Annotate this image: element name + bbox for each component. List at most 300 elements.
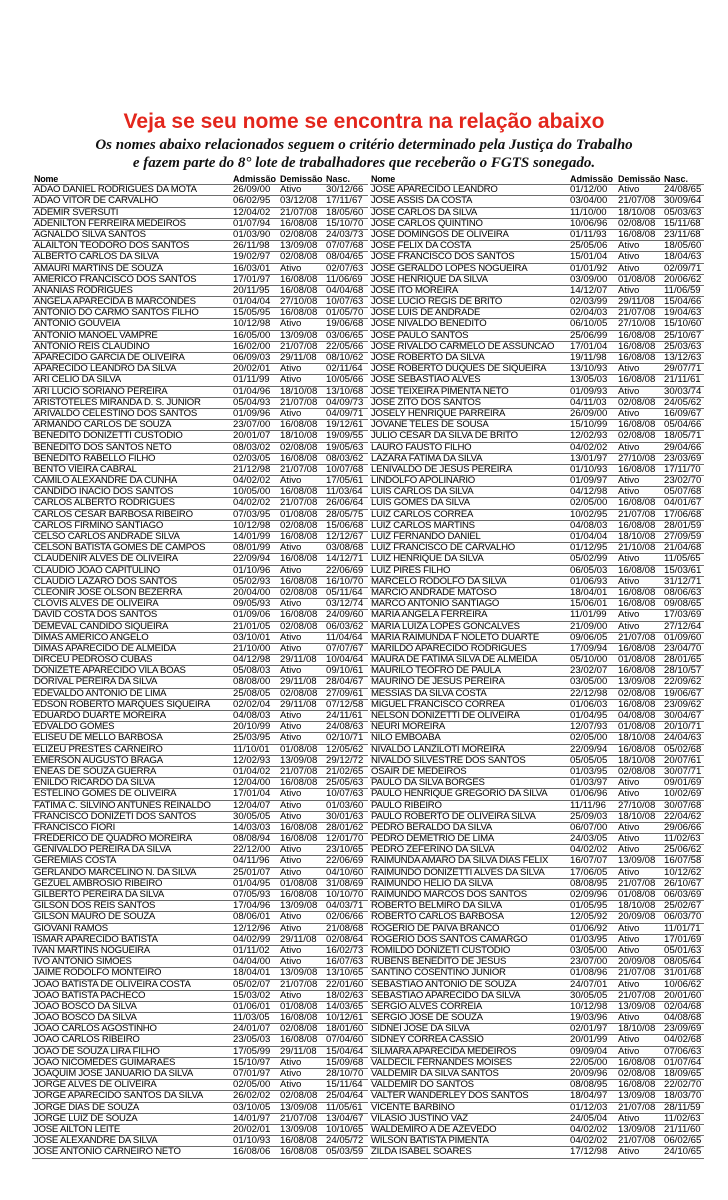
worker-name: SERGIO JOSE DE SOUZA	[371, 1013, 483, 1024]
table-row	[370, 622, 704, 633]
table-row	[32, 689, 368, 700]
worker-name: SILMARA APARECIDA MEDEIROS	[371, 1046, 517, 1057]
table-row	[32, 375, 368, 386]
worker-name: FRANCISCO FIORI	[34, 822, 115, 833]
nasc-date: 08/05/64	[664, 957, 702, 968]
admissao-date: 02/04/03	[570, 308, 608, 319]
admissao-date: 05/05/05	[570, 755, 608, 766]
table-row	[32, 1058, 368, 1069]
table-row	[32, 733, 368, 744]
worker-name: NIVALDO LANZILOTI MOREIRA	[371, 744, 505, 755]
table-row	[370, 666, 704, 677]
demissao-date: Ativo	[618, 364, 640, 375]
worker-name: APARECIDO GARCIA DE OLIVEIRA	[34, 353, 185, 363]
demissao-date: 29/11/08	[280, 699, 317, 710]
table-row	[32, 812, 368, 823]
worker-name: GENIVALDO PEREIRA DA SILVA	[34, 845, 171, 856]
table-row	[32, 1103, 368, 1114]
table-row	[32, 711, 368, 722]
worker-name: JOAQUIM JOSE JANUARIO DA SILVA	[34, 1069, 194, 1079]
table-row	[32, 230, 368, 241]
worker-name: JOSELY HENRIQUE PARREIRA	[371, 408, 506, 419]
demissao-date: 16/08/08	[618, 229, 656, 240]
nasc-date: 04/03/71	[326, 901, 364, 912]
demissao-date: 13/09/08	[618, 677, 656, 688]
table-row	[370, 577, 704, 588]
worker-name: AMERICO FRANCISCO DOS SANTOS	[34, 274, 197, 285]
worker-name: BENEDITO DONIZETTI CUSTODIO	[34, 431, 183, 442]
worker-name: JOSE RIVALDO CARMELO DE ASSUNCAO	[371, 341, 555, 352]
admissao-date: 08/08/94	[233, 834, 271, 845]
nasc-date: 04/04/68	[326, 285, 364, 296]
admissao-date: 11/03/05	[233, 1013, 270, 1024]
worker-name: JOSE ROBERTO DUQUES DE SIQUEIRA	[371, 364, 547, 375]
admissao-date: 25/06/99	[570, 330, 608, 341]
table-row	[32, 834, 368, 845]
nasc-date: 19/06/68	[326, 319, 364, 330]
demissao-date: 21/07/08	[618, 509, 656, 520]
table-row	[370, 420, 704, 431]
demissao-date: 27/10/08	[618, 800, 656, 811]
admissao-date: 06/10/05	[570, 319, 608, 330]
nasc-date: 02/09/71	[664, 263, 702, 274]
demissao-date: Ativo	[618, 610, 640, 621]
worker-name: NIVALDO SILVESTRE DOS SANTOS	[371, 755, 526, 766]
admissao-date: 02/05/00	[570, 498, 608, 509]
admissao-date: 01/09/93	[570, 386, 608, 397]
worker-name: ARI CELIO DA SILVA	[34, 375, 121, 386]
table-row	[32, 1069, 368, 1080]
demissao-date: 16/08/08	[618, 330, 656, 341]
worker-name: JOAO BOSCO DA SILVA	[34, 1013, 137, 1024]
demissao-date: 01/08/08	[280, 509, 318, 520]
demissao-date: Ativo	[280, 476, 302, 487]
admissao-date: 22/12/98	[570, 688, 608, 699]
table-row	[370, 756, 704, 767]
table-row	[370, 610, 704, 621]
admissao-date: 08/08/95	[570, 1080, 608, 1091]
nasc-date: 11/06/59	[664, 285, 701, 296]
nasc-date: 05/04/66	[664, 420, 702, 431]
worker-name: PAULO RIBEIRO	[371, 800, 442, 811]
admissao-date: 10/02/95	[570, 509, 608, 520]
demissao-date: 21/07/08	[280, 464, 318, 475]
table-row	[32, 991, 368, 1002]
table-row	[370, 733, 704, 744]
nasc-date: 07/06/63	[664, 1046, 702, 1057]
nasc-date: 07/07/68	[326, 241, 364, 252]
demissao-date: Ativo	[280, 364, 302, 375]
table-row	[32, 655, 368, 666]
demissao-date: 01/08/08	[280, 878, 318, 889]
nasc-date: 15/10/70	[326, 218, 364, 229]
demissao-date: 16/08/08	[280, 1147, 318, 1158]
demissao-date: Ativo	[618, 1113, 640, 1124]
demissao-date: 02/08/08	[280, 442, 318, 453]
demissao-date: Ativo	[280, 319, 302, 330]
table-row	[370, 331, 704, 342]
demissao-date: 16/08/08	[280, 285, 318, 296]
table-row	[32, 185, 368, 196]
admissao-date: 22/12/00	[233, 845, 271, 856]
worker-name: FATIMA C. SILVINO ANTUNES REINALDO	[34, 800, 211, 811]
nasc-date: 23/04/70	[664, 643, 702, 654]
admissao-date: 01/03/90	[233, 229, 271, 240]
table-row	[370, 1002, 704, 1013]
admissao-date: 22/09/94	[233, 554, 271, 565]
admissao-date: 01/06/96	[570, 789, 608, 800]
admissao-date: 02/05/00	[233, 1080, 271, 1091]
admissao-date: 02/05/00	[570, 733, 608, 744]
admissao-date: 13/01/97	[570, 453, 608, 464]
header-demissao: Demissão	[280, 174, 323, 184]
nasc-date: 24/05/62	[664, 397, 702, 408]
table-row	[370, 498, 704, 509]
admissao-date: 03/10/01	[233, 632, 271, 643]
demissao-date: Ativo	[618, 285, 640, 296]
table-row	[370, 689, 704, 700]
nasc-date: 24/11/61	[326, 711, 363, 721]
demissao-date: 21/10/08	[618, 543, 656, 554]
table-row	[370, 319, 704, 330]
admissao-date: 10/12/98	[233, 520, 271, 531]
table-row	[370, 308, 704, 319]
admissao-date: 09/06/05	[570, 632, 608, 643]
worker-name: LUIZ CARLOS CORREA	[371, 509, 474, 520]
admissao-date: 20/11/95	[233, 285, 270, 296]
demissao-date: Ativo	[618, 487, 640, 498]
demissao-date: 16/08/08	[280, 218, 318, 229]
worker-name: ELIZEU PRESTES CARNEIRO	[34, 744, 163, 755]
admissao-date: 08/08/00	[233, 677, 271, 688]
table-row	[32, 342, 368, 353]
nasc-date: 22/02/70	[664, 1080, 702, 1091]
table-row	[370, 1103, 704, 1114]
nasc-date: 01/03/60	[326, 800, 364, 811]
nasc-date: 02/04/68	[664, 1001, 702, 1012]
nasc-date: 24/05/72	[326, 1136, 364, 1147]
nasc-date: 10/06/62	[664, 979, 702, 990]
demissao-date: 18/10/08	[280, 386, 318, 397]
nasc-date: 22/06/69	[326, 856, 364, 867]
nasc-date: 13/12/63	[664, 353, 702, 363]
worker-name: ADEMIR SVERSUTI	[34, 207, 119, 218]
admissao-date: 09/09/04	[570, 1046, 608, 1057]
table-row	[370, 1114, 704, 1125]
admissao-date: 04/08/03	[233, 711, 271, 721]
nasc-date: 25/05/63	[326, 778, 364, 789]
demissao-date: Ativo	[618, 1046, 640, 1057]
demissao-date: 16/08/08	[280, 453, 318, 464]
admissao-date: 01/03/97	[570, 778, 608, 789]
nasc-date: 06/03/70	[664, 912, 702, 923]
worker-name: ARISTOTELES MIRANDA D. S. JUNIOR	[34, 397, 201, 408]
worker-name: IVAN MARTINS NOGUEIRA	[34, 945, 150, 956]
table-row	[32, 1035, 368, 1046]
nasc-date: 28/01/59	[664, 520, 702, 531]
demissao-date: 21/07/08	[280, 207, 318, 218]
nasc-date: 15/06/68	[326, 520, 364, 531]
worker-name: VALDECIL FERNANDES MOISES	[371, 1057, 512, 1068]
admissao-date: 21/12/98	[233, 464, 271, 475]
nasc-date: 29/04/66	[664, 442, 702, 453]
admissao-date: 20/10/99	[233, 722, 271, 733]
admissao-date: 01/12/00	[570, 185, 608, 196]
header-name: Nome	[371, 174, 396, 184]
worker-name: ADAO DANIEL RODRIGUES DA MOTA	[34, 185, 197, 196]
worker-name: PEDRO DEMETRIO DE LIMA	[371, 834, 494, 845]
nasc-date: 25/03/63	[664, 341, 702, 352]
table-header	[32, 174, 368, 185]
nasc-date: 25/10/67	[664, 330, 702, 341]
demissao-date: Ativo	[618, 386, 640, 397]
nasc-date: 06/03/69	[664, 890, 702, 900]
table-row	[370, 219, 704, 230]
worker-name: MAURINO DE JESUS PEREIRA	[371, 677, 505, 688]
table-row	[32, 521, 368, 532]
demissao-date: Ativo	[280, 867, 302, 878]
worker-name: BENEDITO DOS SANTOS NETO	[34, 442, 172, 453]
table-row	[370, 1024, 704, 1035]
admissao-date: 18/04/01	[233, 968, 271, 979]
nasc-date: 24/10/65	[664, 1147, 702, 1158]
admissao-date: 17/09/94	[570, 643, 608, 654]
nasc-date: 08/03/62	[326, 453, 364, 464]
table-row	[32, 957, 368, 968]
worker-name: DIMAS AMERICO ANGELO	[34, 632, 149, 643]
worker-name: NILO EMBOABA	[371, 733, 441, 744]
worker-name: JOAO CARLOS RIBEIRO	[34, 1035, 140, 1046]
demissao-date: 01/08/08	[618, 274, 656, 285]
admissao-date: 14/01/97	[233, 1113, 271, 1124]
admissao-date: 01/04/95	[233, 878, 271, 889]
worker-name: JOVANE TELES DE SOUSA	[371, 420, 489, 431]
worker-name: CLAUDIO LAZARO DOS SANTOS	[34, 576, 177, 587]
demissao-date: Ativo	[280, 543, 302, 554]
admissao-date: 04/02/99	[233, 934, 271, 945]
admissao-date: 26/02/02	[233, 1091, 271, 1102]
nasc-date: 15/11/64	[326, 1080, 363, 1091]
worker-name: EDEVALDO ANTONIO DE LIMA	[34, 688, 167, 699]
demissao-date: Ativo	[280, 408, 302, 419]
worker-name: JOAO BATISTA PACHECO	[34, 990, 146, 1001]
nasc-date: 21/11/61	[664, 375, 701, 386]
worker-name: ARI LUCIO SORIANO PEREIRA	[34, 386, 168, 397]
nasc-date: 05/02/68	[664, 744, 702, 755]
nasc-date: 10/10/70	[326, 890, 364, 900]
nasc-date: 05/03/63	[664, 207, 702, 218]
table-row	[32, 543, 368, 554]
worker-name: CAMILO ALEXANDRE DA CUNHA	[34, 476, 178, 487]
demissao-date: Ativo	[618, 945, 640, 956]
nasc-date: 26/10/67	[664, 878, 702, 889]
demissao-date: 16/08/08	[280, 778, 318, 789]
worker-name: MARIA RAIMUNDA F NOLETO DUARTE	[371, 632, 540, 643]
table-row	[32, 566, 368, 577]
nasc-date: 07/12/58	[326, 699, 364, 710]
worker-name: JORGE APARECIDO SANTOS DA SILVA	[34, 1091, 204, 1102]
admissao-date: 21/09/00	[570, 621, 608, 632]
admissao-date: 04/04/00	[233, 957, 271, 968]
worker-name: MAURILO TEOFRO DE PAULA	[371, 666, 501, 677]
table-row	[370, 588, 704, 599]
demissao-date: 02/08/08	[618, 688, 656, 699]
demissao-date: Ativo	[280, 990, 302, 1001]
admissao-date: 12/07/93	[570, 722, 608, 733]
nasc-date: 16/07/63	[326, 957, 364, 968]
admissao-date: 01/10/93	[570, 464, 608, 475]
worker-name: BENTO VIEIRA CABRAL	[34, 464, 137, 475]
table-row	[370, 208, 704, 219]
worker-name: JOAO BATISTA DE OLIVEIRA COSTA	[34, 979, 191, 990]
demissao-date: 13/09/08	[280, 1102, 318, 1113]
nasc-date: 22/04/62	[664, 811, 702, 822]
admissao-date: 20/01/07	[233, 431, 271, 442]
demissao-date: 16/08/08	[618, 375, 656, 386]
worker-name: GILSON MAURO DE SOUZA	[34, 912, 156, 923]
admissao-date: 06/09/03	[233, 353, 271, 363]
demissao-date: Ativo	[280, 912, 302, 923]
nasc-date: 16/02/73	[326, 945, 364, 956]
table-row	[370, 711, 704, 722]
nasc-date: 08/10/62	[326, 353, 364, 363]
nasc-date: 20/10/71	[664, 722, 702, 733]
worker-name: VALDEMIR DA SILVA SANTOS	[371, 1069, 499, 1079]
demissao-date: 02/08/08	[280, 229, 318, 240]
table-row	[370, 252, 704, 263]
admissao-date: 01/11/93	[570, 229, 607, 240]
demissao-date: 21/07/08	[280, 498, 318, 509]
admissao-date: 02/02/04	[233, 699, 271, 710]
nasc-date: 24/09/60	[326, 610, 364, 621]
nasc-date: 01/09/60	[664, 632, 702, 643]
demissao-date: 18/10/08	[618, 532, 656, 542]
nasc-date: 23/11/68	[664, 229, 701, 240]
worker-name: LUIZ FRANCISCO DE CARVALHO	[371, 543, 516, 554]
worker-name: LAZARA FATIMA DA SILVA	[371, 453, 483, 464]
admissao-date: 24/03/05	[570, 834, 608, 845]
header-demissao: Demissão	[618, 174, 661, 184]
nasc-date: 04/09/73	[326, 397, 364, 408]
worker-name: SERGIO ALVES CORREIA	[371, 1001, 483, 1012]
table-row	[370, 980, 704, 991]
admissao-date: 04/02/02	[570, 1124, 608, 1135]
nasc-date: 02/07/63	[326, 263, 364, 274]
demissao-date: 16/08/08	[280, 822, 318, 833]
nasc-date: 05/03/59	[326, 1147, 364, 1158]
admissao-date: 11/10/01	[233, 744, 270, 755]
admissao-date: 15/05/95	[233, 308, 271, 319]
admissao-date: 01/07/94	[233, 218, 271, 229]
demissao-date: 02/08/08	[280, 252, 318, 263]
nasc-date: 02/06/66	[326, 912, 364, 923]
worker-name: RAIMUNDO HELIO DA SILVA	[371, 878, 493, 889]
admissao-date: 15/03/02	[233, 990, 271, 1001]
nasc-date: 01/05/70	[326, 308, 364, 319]
demissao-date: Ativo	[280, 263, 302, 274]
demissao-date: 01/08/08	[618, 722, 656, 733]
nasc-date: 10/05/66	[326, 375, 364, 386]
nasc-date: 09/01/69	[664, 778, 702, 789]
table-row	[32, 823, 368, 834]
worker-name: DAVID COSTA DOS SANTOS	[34, 610, 157, 621]
table-row	[370, 353, 704, 364]
demissao-date: Ativo	[618, 408, 640, 419]
admissao-date: 01/09/97	[570, 476, 608, 487]
table-row	[32, 241, 368, 252]
table-row	[32, 476, 368, 487]
demissao-date: Ativo	[618, 1147, 640, 1158]
admissao-date: 18/04/01	[570, 587, 608, 598]
table-row	[370, 599, 704, 610]
admissao-date: 01/01/92	[570, 263, 608, 274]
admissao-date: 04/02/02	[233, 476, 271, 487]
table-row	[32, 599, 368, 610]
table-row	[32, 644, 368, 655]
worker-name: VALDEMIR DO SANTOS	[371, 1080, 474, 1091]
table-row	[32, 1047, 368, 1058]
worker-name: JOSE TEIXEIRA PIMENTA NETO	[371, 386, 509, 397]
demissao-date: 18/10/08	[280, 431, 318, 442]
table-row	[370, 275, 704, 286]
worker-name: RAIMUNDA AMARO DA SILVA DIAS FELIX	[371, 856, 549, 867]
demissao-date: 13/09/08	[618, 856, 656, 867]
subheadline-line-2: e fazem parte do 8° lote de trabalhadores que receberão o FGTS sonegado.	[132, 155, 596, 171]
table-row	[370, 1035, 704, 1046]
demissao-date: 16/08/08	[280, 1013, 318, 1024]
admissao-date: 14/01/99	[233, 532, 271, 542]
table-row	[32, 890, 368, 901]
worker-name: JOSE DOMINGOS DE OLIVEIRA	[371, 229, 509, 240]
nasc-date: 24/08/65	[664, 185, 702, 196]
admissao-date: 24/07/01	[570, 979, 608, 990]
worker-name: AGNALDO SILVA SANTOS	[34, 229, 146, 240]
demissao-date: 21/07/08	[618, 968, 656, 979]
worker-name: JOSE NIVALDO BENEDITO	[371, 319, 487, 330]
nasc-date: 10/10/65	[326, 1124, 364, 1135]
nasc-date: 14/03/65	[326, 1001, 364, 1012]
worker-name: JOSE ZITO DOS SANTOS	[371, 397, 481, 408]
demissao-date: Ativo	[280, 643, 302, 654]
worker-name: DEMEVAL CANDIDO SIQUEIRA	[34, 621, 169, 632]
admissao-date: 15/10/97	[233, 1057, 271, 1068]
admissao-date: 25/03/95	[233, 733, 271, 744]
worker-name: MARCIO ANDRADE MATOSO	[371, 587, 497, 598]
worker-name: ROGERIO DOS SANTOS CAMARGO	[371, 934, 528, 945]
admissao-date: 05/04/93	[233, 397, 271, 408]
demissao-date: Ativo	[618, 621, 640, 632]
worker-name: LUIZ CARLOS MARTINS	[371, 520, 475, 531]
table-row	[370, 1047, 704, 1058]
admissao-date: 30/05/05	[570, 990, 608, 1001]
table-row	[32, 532, 368, 543]
table-row	[32, 610, 368, 621]
table-row	[370, 1080, 704, 1091]
demissao-date: Ativo	[618, 789, 640, 800]
admissao-date: 26/09/00	[233, 185, 271, 196]
demissao-date: 16/08/08	[280, 834, 318, 845]
demissao-date: 02/08/08	[280, 587, 318, 598]
table-row	[32, 420, 368, 431]
table-row	[370, 879, 704, 890]
worker-name: JOSE ITO MOREIRA	[371, 285, 458, 296]
table-row	[32, 845, 368, 856]
nasc-date: 15/04/66	[664, 297, 702, 308]
table-row	[370, 868, 704, 879]
table-row	[370, 1136, 704, 1147]
nasc-date: 10/02/69	[664, 789, 702, 800]
worker-name: JOSE AILTON LEITE	[34, 1124, 121, 1135]
